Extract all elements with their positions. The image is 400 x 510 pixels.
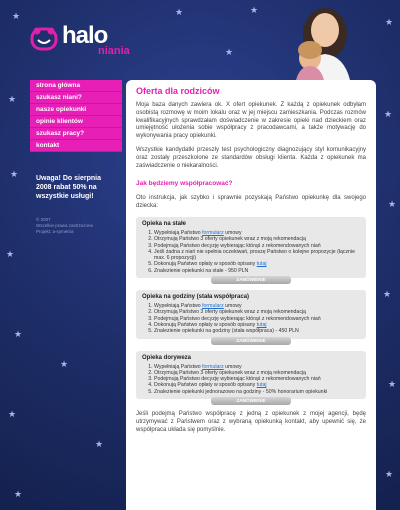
copyright-project: Projekt: a-symetria [36,229,74,234]
form-link[interactable]: formularz [202,229,224,236]
star-icon: ★ [385,469,394,479]
smiley-logo-icon [30,26,58,52]
star-icon: ★ [6,249,15,259]
page-title: Oferta dla rodziców [136,86,220,96]
star-icon: ★ [175,7,184,17]
offer-step-text-after: umowy [223,303,242,310]
form-link[interactable]: formularz [202,363,224,370]
intro-paragraph-1: Moja baza danych zawiera ok. X ofert opiekunek. Z każdą z opiekunek odbyłam osobistą rozmowę w moim lokalu oraz w jej miejscu zamieszkania. Podczas rozmów kwalifikacyjnych sprawdzałam doświadczenie w zakresie opieki nad dzieckiem oraz umiejętność ułożenia sobie współpracy z pracodawcami, a także motywację do wykonywania pracy opiekunki. [136,102,366,140]
form-link[interactable]: formularz [202,303,224,310]
menu-item-reviews[interactable]: opinie klientów [30,116,122,128]
star-icon: ★ [385,17,394,27]
main-menu [30,80,122,152]
site-header [0,0,400,80]
star-icon: ★ [250,5,259,15]
offer-step [154,389,360,395]
offer-step-text: Dokonują Państwo opłaty w sposób opisany [154,261,257,268]
copyright [30,217,122,235]
closing-paragraph: Jeśli podejmą Państwo współpracę z jedną z opiekunek z mojej agencji, będę utrzymywać z Państwem oraz z wybraną opiekunką kontakt, aby upewnić się, że współpraca układa się pomyślnie. [136,411,366,433]
offer-step-text: Jeśli żadna z niań nie spełnia oczekiwań, proszę Państwo o kolejne propozycje (łącznie max. 6 propozycji) [154,248,355,262]
menu-item-our-nannies[interactable]: nasze opiekunki [30,104,122,116]
star-icon: ★ [8,409,17,419]
sidebar [30,80,122,510]
promo-text: Uwaga! Do sierpnia 2008 rabat 50% na wszystkie usługi! [36,175,101,200]
star-icon: ★ [95,439,104,449]
order-button[interactable]: ZAMÓWIENIE [211,397,291,405]
offer-step [154,249,360,262]
offer-step-text: Znalezienie opiekunki jednorazowo na godziny - 50% honorarium opiekunki [154,388,328,395]
offer-step-text-after: umowy [223,363,242,370]
offer-step [154,268,360,274]
star-icon: ★ [388,379,397,389]
offer-steps-list [142,303,360,334]
star-icon: ★ [225,47,234,57]
menu-item-looking-for-job[interactable]: szukasz pracy? [30,128,122,140]
offer-step-text: Otrzymują Państwo 3 oferty opiekunek wraz z moją rekomendacją [154,236,306,243]
menu-item-contact[interactable]: kontakt [30,140,122,152]
star-icon: ★ [14,329,23,339]
order-button[interactable]: ZAMÓWIENIE [211,276,291,284]
star-icon: ★ [8,94,17,104]
order-button[interactable]: ZAMÓWIENIE [211,337,291,345]
offer-step-text: Dokonują Państwo opłaty w sposób opisany [154,321,257,328]
offer-step-text: Znalezienie opiekunki na godziny (stała współpraca) - 450 PLN [154,328,299,335]
offer-step-text-after: umowy [223,229,242,236]
offer-box [136,351,366,404]
offer-step-text: Wypełniają Państwo [154,363,203,370]
star-icon: ★ [60,359,69,369]
site-logo[interactable] [30,22,140,62]
offer-boxes [136,217,366,404]
offer-step-text: Wypełniają Państwo [154,229,203,236]
logo-text-sub: niania [98,45,130,57]
menu-item-home[interactable]: strona główna [30,80,122,92]
payment-info-link[interactable]: tutaj [256,321,267,328]
offer-box [136,217,366,283]
offer-step-text: Podejmują Państwo decyzję wybierając którąś z rekomendowanych niań [154,315,321,322]
menu-item-looking-for-nanny[interactable]: szukasz niani? [30,92,122,104]
star-icon: ★ [388,199,397,209]
star-icon: ★ [384,109,393,119]
main-content [126,80,376,510]
star-icon: ★ [383,289,392,299]
star-icon: ★ [10,169,19,179]
offer-step-text: Znalezienie opiekunki na stałe - 950 PLN [154,267,249,274]
copyright-year: © 2007 [36,217,51,222]
payment-info-link[interactable]: tutaj [256,382,267,389]
payment-info-link[interactable]: tutaj [256,261,267,268]
offer-step-text: Otrzymują Państwo 3 oferty opiekunek wraz z moją rekomendacją [154,369,306,376]
offer-step-text: Wypełniają Państwo [154,303,203,310]
offer-box-title: Opieka na stałe [142,220,187,227]
offer-box-title: Opieka na godziny (stała współpraca) [142,294,250,301]
offer-step [154,328,360,334]
section-title-cooperation: Jak będziemy współpracować? [136,180,233,188]
offer-step-text: Podejmują Państwo decyzję wybierając którąś z rekomendowanych niań [154,376,321,383]
logo-text-main: halo [62,22,108,49]
offer-box [136,290,366,343]
offer-step-text: Otrzymują Państwo 3 oferty opiekunek wraz z moją rekomendacją [154,309,306,316]
intro-paragraph-2: Wszystkie kandydatki przeszły test psychologiczny diagnozujący styl komunikacyjny oraz zostały przeszkolone ze standardów obsługi klienta. Każda z opiekunek ma zaświadczenie o niekaralności. [136,146,366,169]
star-icon: ★ [12,11,21,21]
instruction-paragraph: Oto instrukcja, jak szybko i sprawnie pozyskają Państwo opiekunkę dla swojego dziecka: [136,195,366,210]
star-icon: ★ [14,489,23,499]
offer-steps-list [142,364,360,395]
offer-box-title: Opieka doryweza [142,354,192,361]
offer-step-text: Podejmują Państwo decyzję wybierając którąś z rekomendowanych niań [154,242,321,249]
copyright-rights: Wszelkie prawa zastrzeżone [36,223,94,228]
mother-and-child-photo [270,0,380,80]
offer-step-text: Dokonują Państwo opłaty w sposób opisany [154,382,257,389]
offer-steps-list [142,230,360,274]
